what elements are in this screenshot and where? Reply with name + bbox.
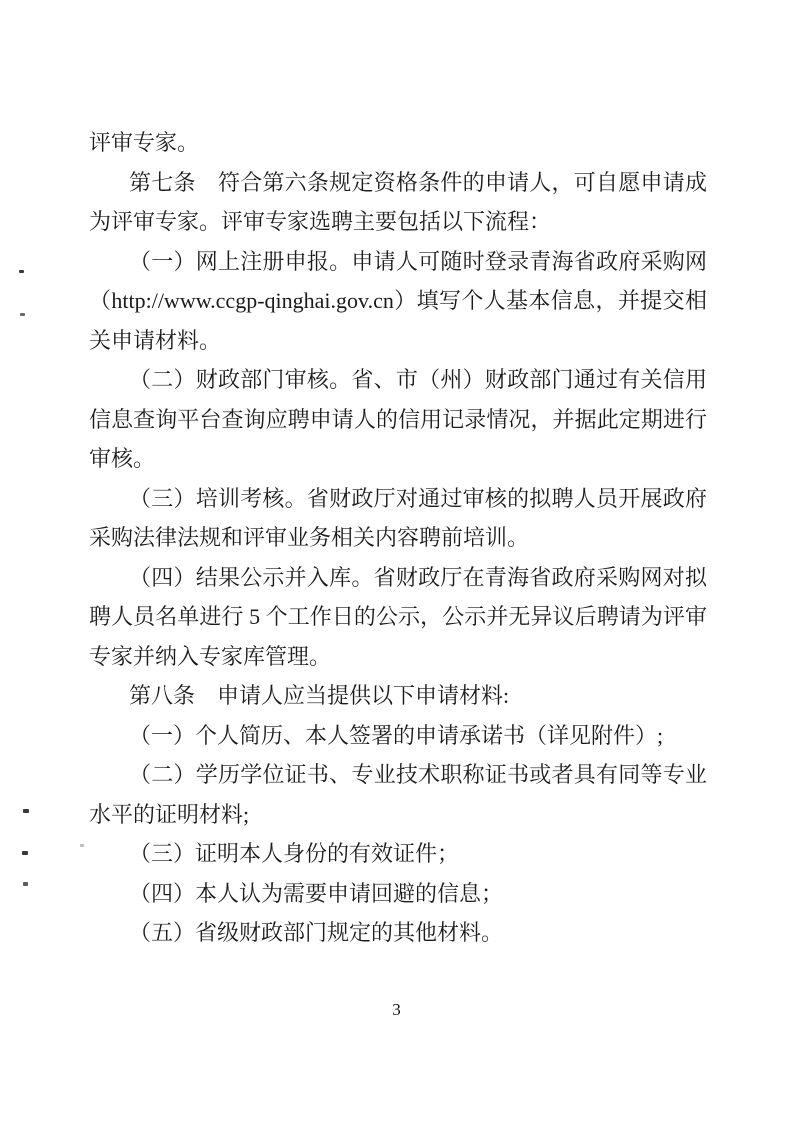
text-line: 审核。 [89,446,156,471]
text-line: 采购法律法规和评审业务相关内容聘前培训。 [89,525,530,550]
text-line: （四）本人认为需要申请回避的信息； [129,880,504,906]
text-line: 第八条 申请人应当提供以下申请材料: [129,683,510,708]
scan-speck [23,809,29,813]
text-line: 第七条 符合第六条规定资格条件的申请人，可自愿申请成 [129,169,707,195]
text-line: （五）省级财政部门规定的其他材料。 [129,920,504,945]
text-line: （二）财政部门审核。省、市（州）财政部门通过有关信用 [129,367,707,392]
text-line: 聘人员名单进行 5 个工作日的公示，公示并无异议后聘请为评审 [89,604,707,629]
text-line: 专家并纳入专家库管理。 [89,643,332,669]
scan-speck [19,270,24,273]
scan-speck [20,313,25,316]
scan-speck [23,882,28,886]
text-line: 为评审专家。评审专家选聘主要包括以下流程： [89,209,552,234]
text-line: 评审专家。 [89,130,200,155]
document-body [89,123,707,953]
text-line: （三）证明本人身份的有效证件； [129,841,460,866]
text-line: （http://www.ccgp-qinghai.gov.cn）填写个人基本信息，并提交相 [89,288,707,313]
text-line: （三）培训考核。省财政厅对通过审核的拟聘人员开展政府 [129,485,707,511]
text-line: （二）学历学位证书、专业技术职称证书或者具有同等专业 [129,762,707,787]
text-line: （一）个人简历、本人签署的申请承诺书（详见附件）; [129,722,664,748]
scan-speck [22,851,28,855]
text-line: （四）结果公示并入库。省财政厅在青海省政府采购网对拟 [129,564,707,590]
scan-speck [80,844,84,847]
text-line: 水平的证明材料; [89,801,250,827]
text-line: 信息查询平台查询应聘申请人的信用记录情况，并据此定期进行 [89,406,707,432]
page-number: 3 [392,1000,401,1019]
text-line: 关申请材料。 [89,327,222,353]
text-line: （一）网上注册申报。申请人可随时登录青海省政府采购网 [129,248,707,274]
